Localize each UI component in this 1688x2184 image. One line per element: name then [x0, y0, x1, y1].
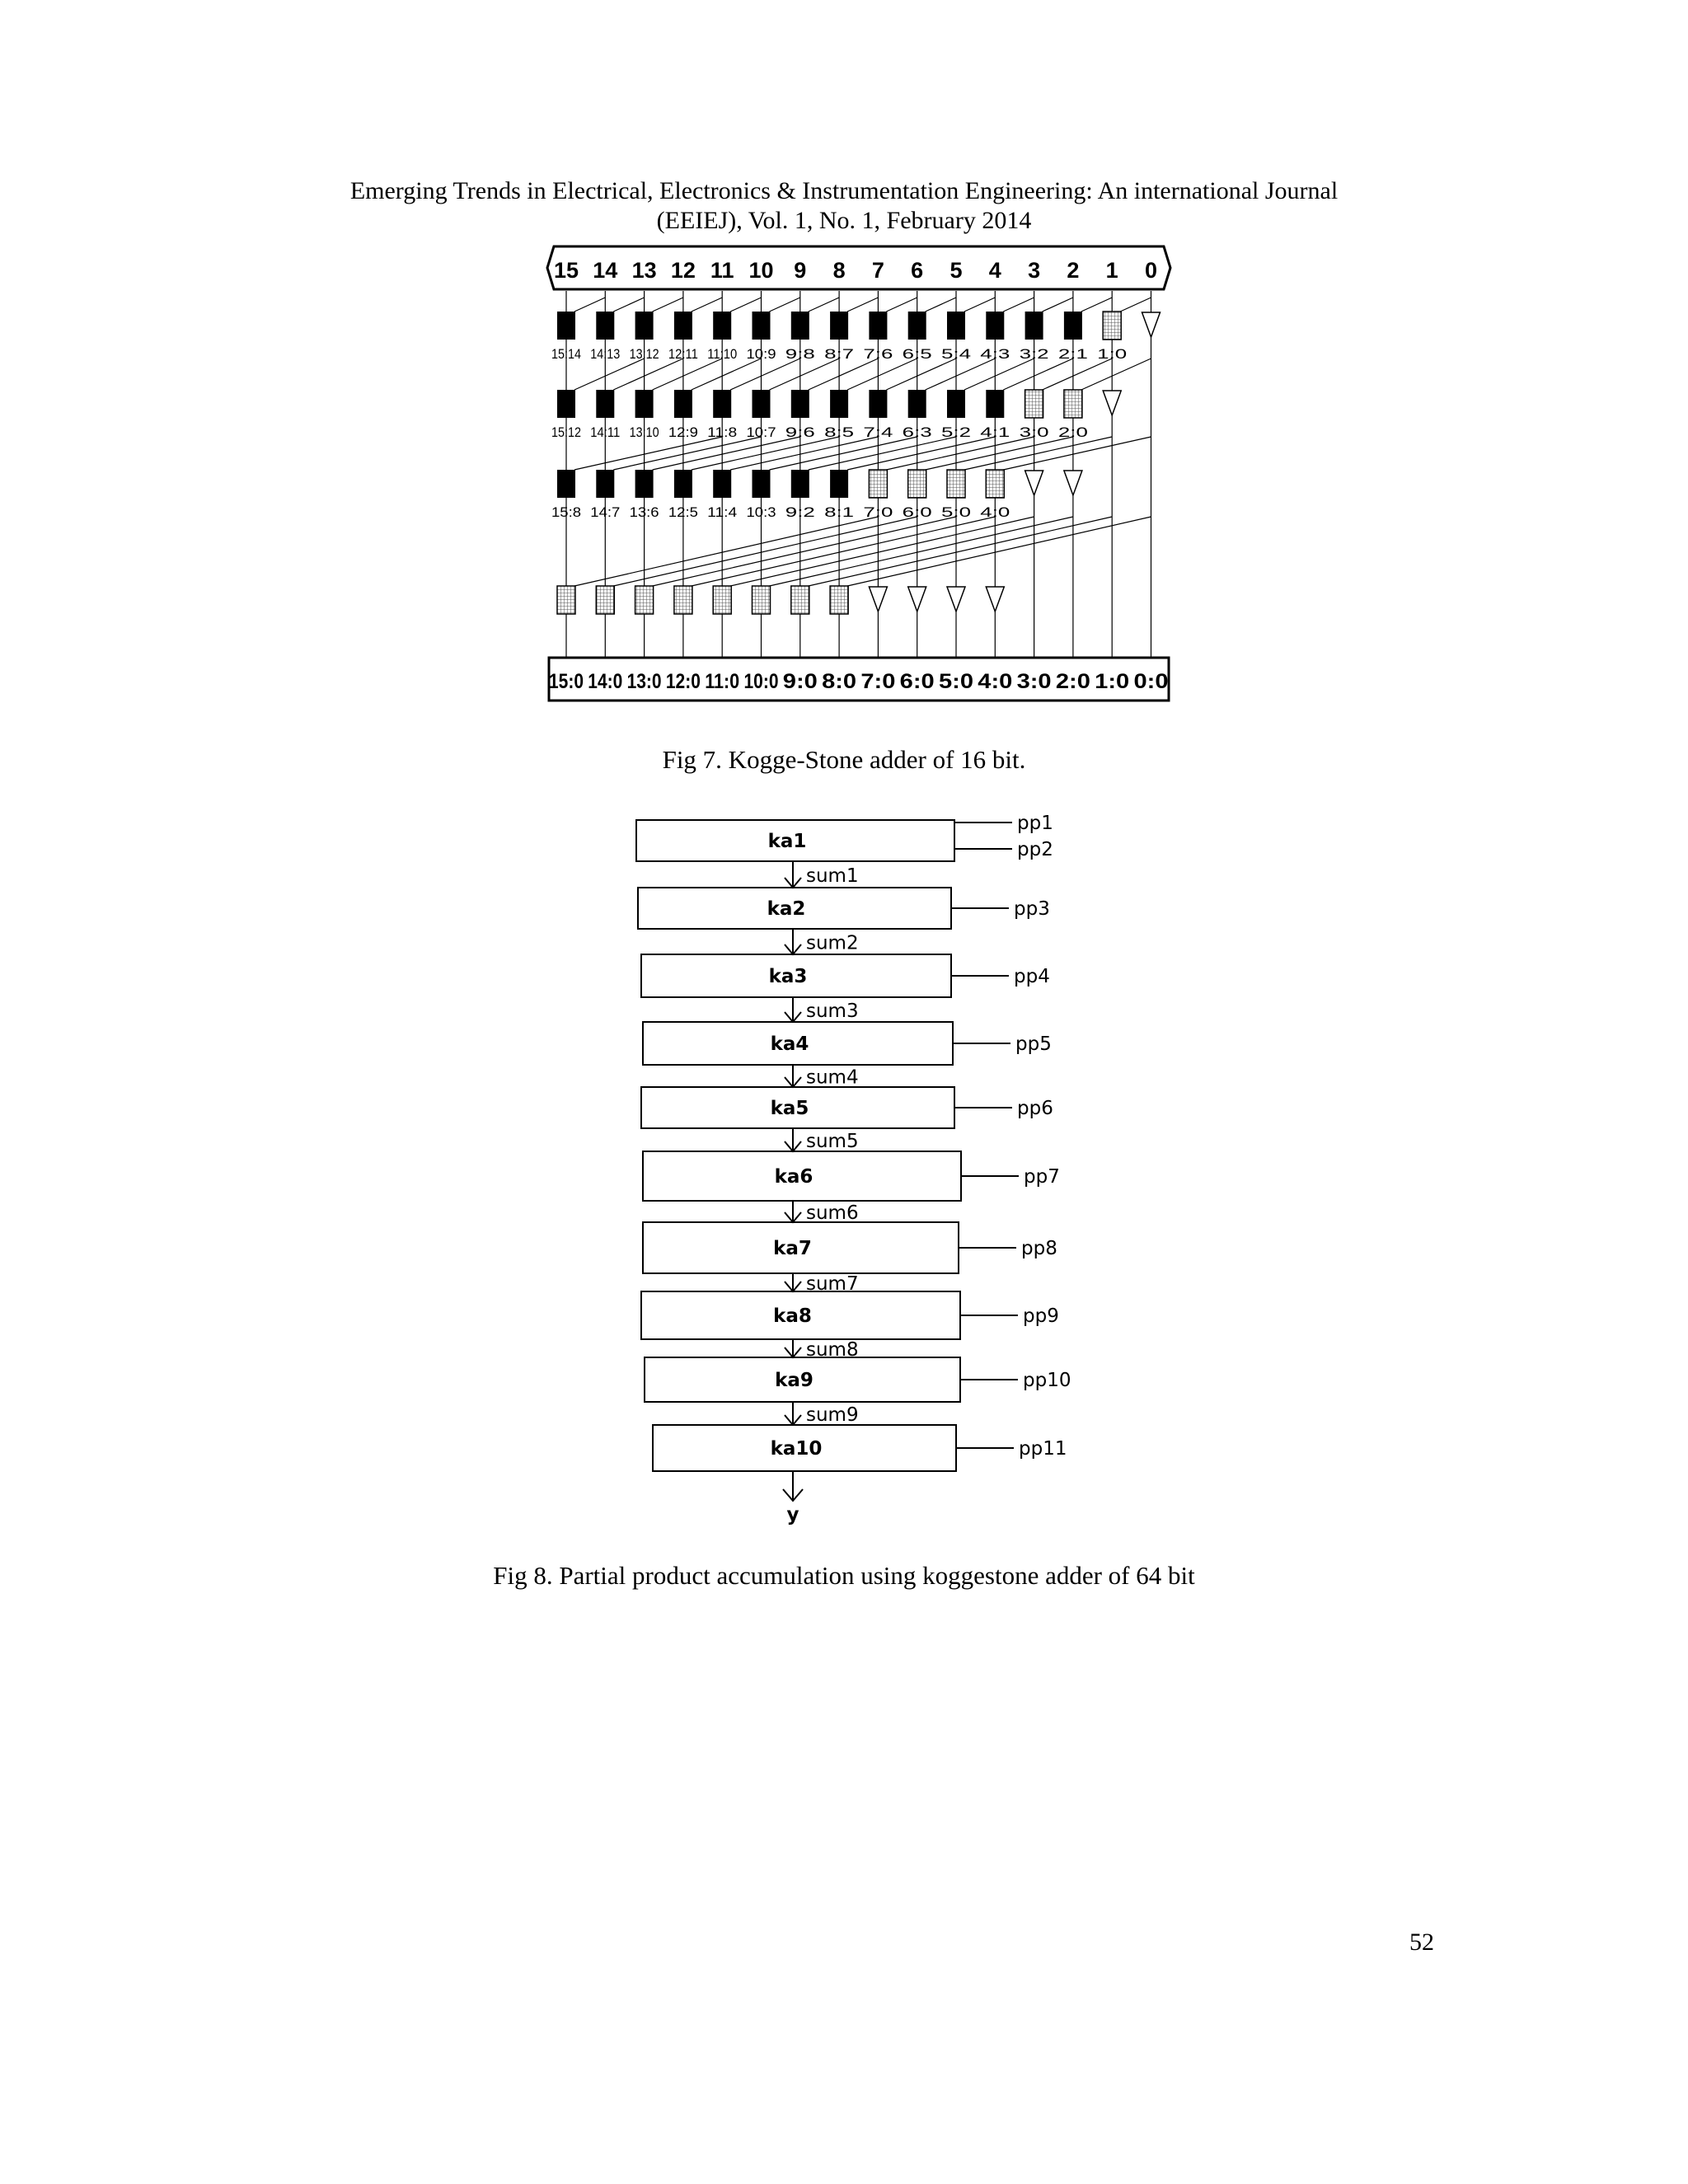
carry-wire: [1081, 298, 1112, 312]
buffer-cell: [791, 586, 809, 614]
carry-wire: [1003, 359, 1073, 390]
adder-block-label: ka2: [767, 898, 806, 920]
adder-block-label: ka5: [770, 1098, 809, 1119]
input-bit-label: 10: [748, 258, 774, 283]
cell-label: 15:14: [551, 346, 581, 362]
cell-label: 14:13: [590, 346, 621, 362]
cell-label: 7:6: [863, 346, 893, 362]
sum-label: sum4: [806, 1066, 859, 1089]
black-cell: [908, 312, 926, 340]
cell-label: 11:8: [707, 424, 738, 440]
adder-block-label: ka3: [768, 966, 808, 987]
pp-label: pp6: [1017, 1098, 1053, 1119]
cell-label: 13:12: [629, 346, 659, 362]
input-bit-label: 2: [1067, 258, 1080, 283]
kogge-stone-diagram: [544, 243, 1179, 705]
output-bit-label: 13:0: [626, 670, 662, 693]
fig7-caption: Fig 7. Kogge-Stone adder of 16 bit.: [662, 745, 1026, 774]
adder-block-label: ka1: [767, 831, 807, 852]
carry-wire: [1003, 298, 1034, 312]
output-bit-label: 1:0: [1095, 670, 1130, 693]
buffer-cell: [830, 586, 848, 614]
output-bit-label: 4:0: [978, 670, 1013, 693]
carry-wire: [809, 298, 839, 312]
buffer-cell: [986, 470, 1004, 498]
cell-label: 4:0: [980, 504, 1010, 520]
black-cell: [869, 390, 887, 418]
carry-wire: [1003, 437, 1151, 470]
carry-wire: [613, 359, 683, 390]
black-cell: [908, 390, 926, 418]
cell-label: 12:5: [668, 504, 698, 520]
buffer-cell: [1103, 312, 1121, 340]
output-bit-label: 2:0: [1055, 670, 1090, 693]
buffer-cell: [596, 586, 614, 614]
input-bit-label: 15: [553, 258, 579, 283]
sum-label: sum9: [806, 1404, 859, 1426]
cell-label: 6:0: [902, 504, 932, 520]
black-cell: [635, 390, 654, 418]
cell-label: 7:0: [863, 504, 893, 520]
adder-block-label: ka10: [770, 1438, 823, 1460]
black-cell: [674, 312, 692, 340]
adder-block-label: ka9: [775, 1370, 814, 1391]
pass-triangle: [1064, 471, 1082, 495]
output-bit-label: 7:0: [860, 670, 896, 693]
black-cell: [557, 312, 575, 340]
pp-label: pp9: [1023, 1305, 1059, 1327]
carry-wire: [809, 359, 879, 390]
output-bit-label: 10:0: [743, 670, 779, 693]
black-cell: [713, 312, 731, 340]
pass-triangle: [1142, 312, 1160, 337]
sum-label: sum3: [806, 1001, 859, 1022]
carry-wire: [730, 517, 1034, 586]
carry-wire: [653, 359, 723, 390]
carry-wire: [613, 298, 644, 312]
cell-label: 3:2: [1019, 346, 1049, 362]
sum-label: sum1: [806, 865, 859, 887]
cell-label: 5:4: [941, 346, 971, 362]
carry-wire: [847, 359, 917, 390]
sum-label: sum5: [806, 1131, 859, 1152]
output-bit-label: 3:0: [1016, 670, 1052, 693]
cell-label: 10:3: [746, 504, 776, 520]
black-cell: [791, 390, 809, 418]
carry-wire: [926, 359, 996, 390]
cell-label: 2:1: [1057, 346, 1088, 362]
pass-triangle: [908, 587, 926, 612]
cell-label: 9:2: [785, 504, 815, 520]
cell-label: 9:8: [785, 346, 815, 362]
carry-wire: [886, 298, 917, 312]
carry-wire: [730, 359, 800, 390]
pp-label: pp3: [1014, 898, 1050, 920]
carry-wire: [770, 298, 800, 312]
carry-wire: [653, 437, 800, 470]
cell-label: 8:7: [824, 346, 855, 362]
black-cell: [713, 470, 731, 498]
carry-wire: [886, 359, 956, 390]
cell-label: 15:8: [551, 504, 581, 520]
buffer-cell: [869, 470, 887, 498]
carry-wire: [847, 298, 878, 312]
buffer-cell: [635, 586, 654, 614]
journal-header-line1: Emerging Trends in Electrical, Electronics & Instrumentation Engineering: An international Journal: [349, 177, 1339, 204]
buffer-cell: [753, 586, 771, 614]
output-bit-label: 8:0: [822, 670, 857, 693]
carry-wire: [574, 359, 645, 390]
input-bit-label: 7: [871, 258, 884, 283]
output-bit-label: 12:0: [665, 670, 701, 693]
black-cell: [830, 312, 848, 340]
black-cell: [713, 390, 731, 418]
input-bit-label: 11: [710, 258, 734, 283]
carry-wire: [574, 298, 605, 312]
adder-block-label: ka8: [773, 1305, 812, 1327]
carry-wire: [574, 517, 878, 586]
adder-block-label: ka6: [774, 1166, 814, 1188]
sum-label: sum7: [806, 1273, 859, 1295]
black-cell: [753, 470, 771, 498]
cell-label: 7:4: [863, 424, 893, 440]
black-cell: [791, 312, 809, 340]
carry-wire: [613, 517, 917, 586]
cell-label: 3:0: [1019, 424, 1049, 440]
cell-label: 6:3: [902, 424, 932, 440]
cell-label: 10:7: [746, 424, 776, 440]
black-cell: [947, 390, 965, 418]
page-number: 52: [1409, 1929, 1434, 1956]
cell-label: 6:5: [902, 346, 932, 362]
input-bit-label: 1: [1105, 258, 1118, 283]
output-bit-label: 14:0: [588, 670, 623, 693]
input-bit-label: 5: [950, 258, 963, 283]
black-cell: [830, 470, 848, 498]
carry-wire: [1043, 359, 1113, 390]
cell-label: 4:1: [980, 424, 1010, 440]
carry-wire: [613, 437, 761, 470]
carry-wire: [692, 437, 839, 470]
journal-header-line2: (EEIEJ), Vol. 1, No. 1, February 2014: [656, 207, 1032, 234]
black-cell: [986, 390, 1004, 418]
carry-wire: [730, 437, 878, 470]
carry-wire: [692, 298, 722, 312]
carry-wire: [1120, 298, 1151, 312]
input-bit-label: 0: [1144, 258, 1158, 283]
carry-wire: [574, 437, 722, 470]
carry-wire: [1081, 359, 1151, 390]
output-label: y: [786, 1504, 799, 1526]
input-bit-label: 14: [593, 258, 618, 283]
output-bit-label: 11:0: [705, 670, 740, 693]
pass-triangle: [1103, 391, 1121, 415]
carry-wire: [770, 359, 840, 390]
pp-label: pp4: [1014, 966, 1050, 987]
pp-label: pp11: [1019, 1438, 1067, 1460]
cell-label: 9:6: [785, 424, 815, 440]
black-cell: [596, 312, 614, 340]
carry-wire: [770, 437, 917, 470]
carry-wire: [926, 437, 1073, 470]
pp-label: pp10: [1023, 1370, 1071, 1391]
black-cell: [557, 470, 575, 498]
pp-label: pp8: [1021, 1238, 1057, 1259]
cell-label: 12:11: [668, 346, 698, 362]
black-cell: [986, 312, 1004, 340]
carry-wire: [653, 298, 683, 312]
black-cell: [596, 390, 614, 418]
buffer-cell: [1064, 390, 1082, 418]
cell-label: 4:3: [980, 346, 1010, 362]
carry-wire: [964, 437, 1112, 470]
black-cell: [635, 312, 654, 340]
sum-label: sum6: [806, 1202, 859, 1224]
black-cell: [830, 390, 848, 418]
output-bit-label: 5:0: [939, 670, 973, 693]
carry-wire: [926, 298, 956, 312]
cell-label: 5:2: [941, 424, 971, 440]
cell-label: 15:12: [551, 424, 581, 440]
cell-label: 13:6: [629, 504, 659, 520]
sum-label: sum8: [806, 1339, 859, 1361]
carry-wire: [653, 517, 956, 586]
input-bit-label: 9: [794, 258, 807, 283]
output-bit-label: 0:0: [1133, 670, 1169, 693]
carry-wire: [730, 298, 761, 312]
cell-label: 14:11: [590, 424, 621, 440]
cell-label: 13:10: [629, 424, 659, 440]
carry-wire: [809, 437, 956, 470]
black-cell: [557, 390, 575, 418]
black-cell: [753, 390, 771, 418]
cell-label: 11:4: [707, 504, 738, 520]
carry-wire: [964, 298, 995, 312]
carry-wire: [692, 359, 762, 390]
accumulation-flow-diagram: [577, 804, 1154, 1529]
buffer-cell: [674, 586, 692, 614]
cell-label: 1:0: [1097, 346, 1128, 362]
cell-label: 5:0: [941, 504, 971, 520]
cell-label: 8:5: [824, 424, 855, 440]
pass-triangle: [869, 587, 887, 612]
black-cell: [674, 470, 692, 498]
buffer-cell: [1025, 390, 1043, 418]
cell-label: 12:9: [668, 424, 698, 440]
buffer-cell: [947, 470, 965, 498]
output-bit-label: 9:0: [782, 670, 818, 693]
input-bit-label: 12: [670, 258, 696, 283]
output-bit-label: 6:0: [899, 670, 935, 693]
cell-label: 8:1: [824, 504, 855, 520]
pass-triangle: [947, 587, 965, 612]
carry-wire: [847, 517, 1151, 586]
cell-label: 14:7: [590, 504, 621, 520]
output-bit-label: 15:0: [549, 670, 584, 693]
input-bit-label: 4: [988, 258, 1001, 283]
pp-label: pp7: [1024, 1166, 1060, 1188]
cell-label: 10:9: [746, 346, 776, 362]
black-cell: [791, 470, 809, 498]
input-bit-label: 13: [631, 258, 657, 283]
buffer-cell: [908, 470, 926, 498]
carry-wire: [809, 517, 1112, 586]
pp-label: pp5: [1015, 1033, 1052, 1055]
input-bit-label: 3: [1028, 258, 1041, 283]
input-bit-label: 8: [832, 258, 846, 283]
pp-label: pp2: [1017, 839, 1053, 860]
black-cell: [674, 390, 692, 418]
adder-block-label: ka7: [773, 1238, 812, 1259]
pp-label: pp1: [1017, 813, 1053, 834]
black-cell: [1064, 312, 1082, 340]
sum-label: sum2: [806, 932, 859, 954]
carry-wire: [692, 517, 995, 586]
carry-wire: [964, 359, 1034, 390]
pass-triangle: [986, 587, 1004, 612]
carry-wire: [886, 437, 1034, 470]
black-cell: [635, 470, 654, 498]
black-cell: [869, 312, 887, 340]
carry-wire: [847, 437, 995, 470]
black-cell: [1025, 312, 1043, 340]
fig8-caption: Fig 8. Partial product accumulation using koggestone adder of 64 bit: [493, 1561, 1195, 1590]
cell-label: 2:0: [1057, 424, 1088, 440]
black-cell: [947, 312, 965, 340]
buffer-cell: [557, 586, 575, 614]
carry-wire: [1043, 298, 1073, 312]
black-cell: [596, 470, 614, 498]
black-cell: [753, 312, 771, 340]
cell-label: 11:10: [707, 346, 738, 362]
pass-triangle: [1025, 471, 1043, 495]
adder-block-label: ka4: [770, 1033, 809, 1055]
buffer-cell: [713, 586, 731, 614]
input-bit-label: 6: [911, 258, 924, 283]
carry-wire: [770, 517, 1073, 586]
